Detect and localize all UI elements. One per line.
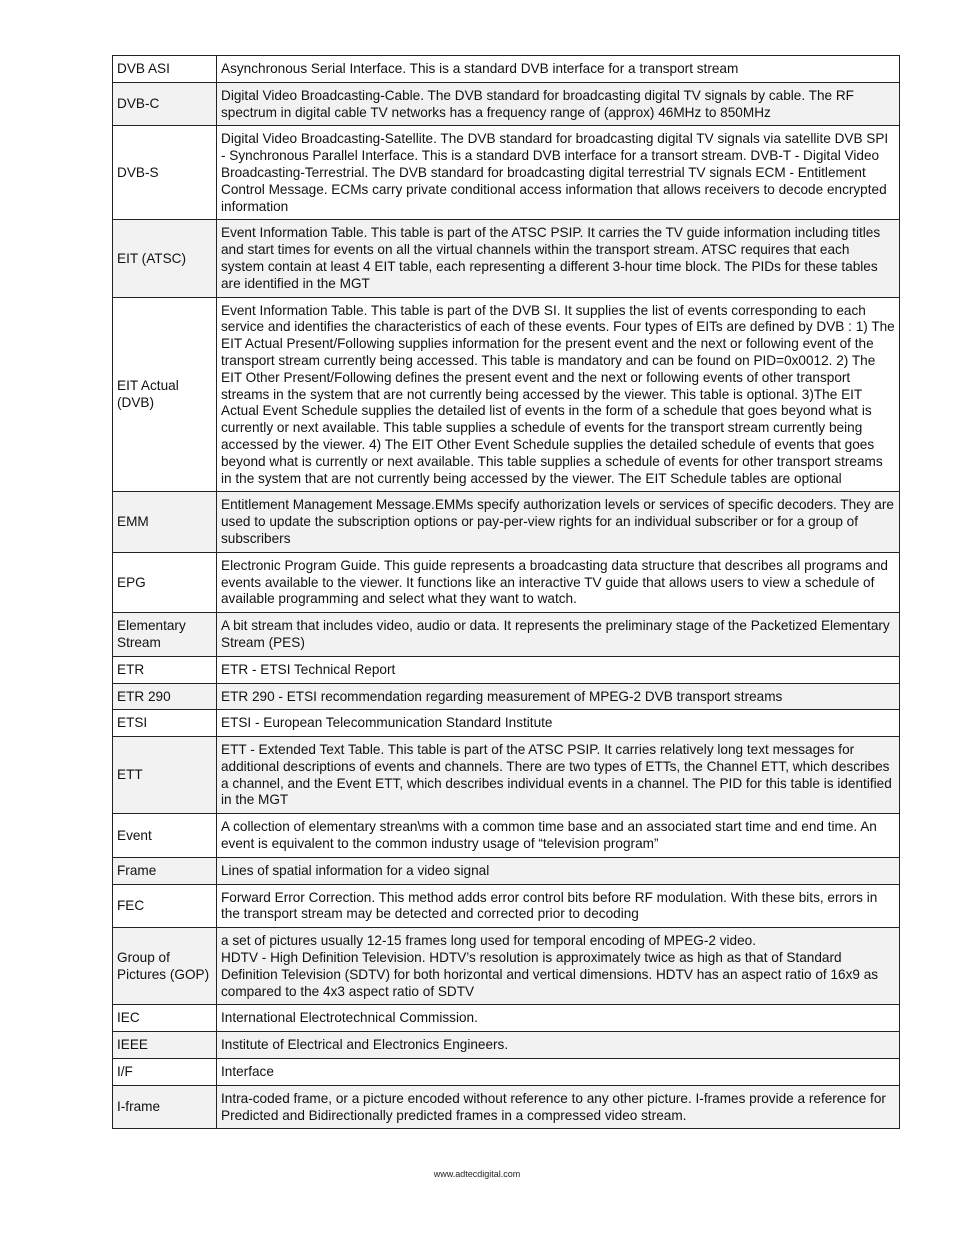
table-row bbox=[113, 683, 900, 710]
table-row bbox=[113, 1005, 900, 1032]
table-row bbox=[113, 814, 900, 858]
definition-cell: Asynchronous Serial Interface. This is a standard DVB interface for a transport stream bbox=[217, 56, 900, 83]
term-cell: Elementary Stream bbox=[113, 613, 217, 657]
table-row bbox=[113, 297, 900, 492]
term-cell: EIT Actual (DVB) bbox=[113, 297, 217, 492]
term-cell: Group of Pictures (GOP) bbox=[113, 928, 217, 1005]
term-cell: Frame bbox=[113, 857, 217, 884]
table-row bbox=[113, 884, 900, 928]
table-row bbox=[113, 857, 900, 884]
term-cell: DVB ASI bbox=[113, 56, 217, 83]
table-row bbox=[113, 656, 900, 683]
definition-cell: Institute of Electrical and Electronics Engineers. bbox=[217, 1032, 900, 1059]
definition-cell: ETSI - European Telecommunication Standard Institute bbox=[217, 710, 900, 737]
table-row bbox=[113, 710, 900, 737]
term-cell: DVB-C bbox=[113, 82, 217, 126]
definition-cell bbox=[217, 928, 900, 1005]
table-row bbox=[113, 928, 900, 1005]
term-cell: FEC bbox=[113, 884, 217, 928]
definition-cell: Event Information Table. This table is part of the ATSC PSIP. It carries the TV guide information including titles and start times for events on all the virtual channels within the transport stream. ATSC requires that each system contain at least 4 EIT table, each representing a different 3-hour time block. The PIDs for these tables are identified in the MGT bbox=[217, 220, 900, 297]
term-cell: EMM bbox=[113, 492, 217, 552]
table-row bbox=[113, 737, 900, 814]
definition-cell: ETR 290 - ETSI recommendation regarding measurement of MPEG-2 DVB transport streams bbox=[217, 683, 900, 710]
definition-line: a set of pictures usually 12-15 frames long used for temporal encoding of MPEG-2 video. HDTV - High Definition Television. HDTV’s resolution is approximately twice as high as that of Standard Definition Television (SDTV) for both horizontal and vertical dimensions. HDTV has an aspect ratio of 16x9 as compared to the 4x3 aspect ratio of SDTV bbox=[221, 933, 879, 999]
glossary-table bbox=[112, 55, 900, 1129]
term-cell: DVB-S bbox=[113, 126, 217, 220]
table-row bbox=[113, 126, 900, 220]
table-row bbox=[113, 492, 900, 552]
definition-cell: Intra-coded frame, or a picture encoded without reference to any other picture. I-frames provide a reference for Predicted and Bidirectionally predicted frames in a compressed video stream. bbox=[217, 1085, 900, 1129]
term-cell: IEEE bbox=[113, 1032, 217, 1059]
term-cell: EIT (ATSC) bbox=[113, 220, 217, 297]
definition-cell: A bit stream that includes video, audio or data. It represents the preliminary stage of the Packetized Elementary Stream (PES) bbox=[217, 613, 900, 657]
definition-cell: Entitlement Management Message.EMMs specify authorization levels or services of specific decoders. They are used to update the subscription options or pay-per-view rights for an individual subscriber or for a group of subscribers bbox=[217, 492, 900, 552]
footer-url: www.adtecdigital.com bbox=[433, 1169, 521, 1179]
definition-cell: International Electrotechnical Commission. bbox=[217, 1005, 900, 1032]
definition-cell: Digital Video Broadcasting-Cable. The DVB standard for broadcasting digital TV signals by cable. The RF spectrum in digital cable TV networks has a frequency range of (approx) 46MHz to 850MHz bbox=[217, 82, 900, 126]
glossary-body bbox=[113, 56, 900, 1129]
definition-cell: Event Information Table. This table is part of the DVB SI. It supplies the list of events corresponding to each service and identifies the characteristics of each of these events. Four types of EITs are defined by DVB : 1) The EIT Actual Present/Following supplies information for the present event and the next or following event of the transport stream currently being accessed. This table is mandatory and can be found on PID=0x0012. 2) The EIT Other Present/Following defines the present event and the next or following events of other transport streams in the system that are not currently being accessed by the viewer. This table is optional. 3)The EIT Actual Event Schedule supplies the detailed list of events in the form of a schedule that goes beyond what is currently or next available. This table supplies a schedule of events for the transport stream currently being accessed by the viewer. 4) The EIT Other Event Schedule supplies the detailed schedule of events that goes beyond what is currently or next available. This table supplies a schedule of events for other transport streams in the system that are not currently being accessed by the viewer. The EIT Schedule tables are optional bbox=[217, 297, 900, 492]
term-cell: EPG bbox=[113, 552, 217, 612]
table-row bbox=[113, 613, 900, 657]
definition-cell: A collection of elementary strean\ms with a common time base and an associated start time and end time. An event is equivalent to the common industry usage of “television program” bbox=[217, 814, 900, 858]
definition-cell: ETR - ETSI Technical Report bbox=[217, 656, 900, 683]
term-cell: ETSI bbox=[113, 710, 217, 737]
table-row bbox=[113, 1085, 900, 1129]
definition-cell: Forward Error Correction. This method adds error control bits before RF modulation. With these bits, errors in the transport stream may be detected and corrected prior to decoding bbox=[217, 884, 900, 928]
definition-cell: Electronic Program Guide. This guide represents a broadcasting data structure that describes all programs and events available to the viewer. It functions like an interactive TV guide that allows users to view a schedule of available programming and select what they want to watch. bbox=[217, 552, 900, 612]
table-row bbox=[113, 552, 900, 612]
term-cell: Event bbox=[113, 814, 217, 858]
term-cell: ETR bbox=[113, 656, 217, 683]
table-row bbox=[113, 56, 900, 83]
definition-cell: Interface bbox=[217, 1059, 900, 1086]
term-cell: I/F bbox=[113, 1059, 217, 1086]
definition-cell: ETT - Extended Text Table. This table is part of the ATSC PSIP. It carries relatively long text messages for additional descriptions of events and channels. There are two types of ETTs, the Channel ETT, which describes a channel, and the Event ETT, which describes individual events in a channel. The PID for this table is identified in the MGT bbox=[217, 737, 900, 814]
term-cell: IEC bbox=[113, 1005, 217, 1032]
term-cell: I-frame bbox=[113, 1085, 217, 1129]
term-cell: ETT bbox=[113, 737, 217, 814]
definition-cell: Digital Video Broadcasting-Satellite. The DVB standard for broadcasting digital TV signals via satellite DVB SPI - Synchronous Parallel Interface. This is a standard DVB interface for a transort stream. DVB-T - Digital Video Broadcasting-Terrestrial. The DVB standard for broadcasting digital terrestrial TV signals ECM - Entitlement Control Message. ECMs carry private conditional access information that allows receivers to decode encrypted information bbox=[217, 126, 900, 220]
term-cell: ETR 290 bbox=[113, 683, 217, 710]
table-row bbox=[113, 82, 900, 126]
definition-cell: Lines of spatial information for a video signal bbox=[217, 857, 900, 884]
table-row bbox=[113, 1032, 900, 1059]
table-row bbox=[113, 220, 900, 297]
table-row bbox=[113, 1059, 900, 1086]
